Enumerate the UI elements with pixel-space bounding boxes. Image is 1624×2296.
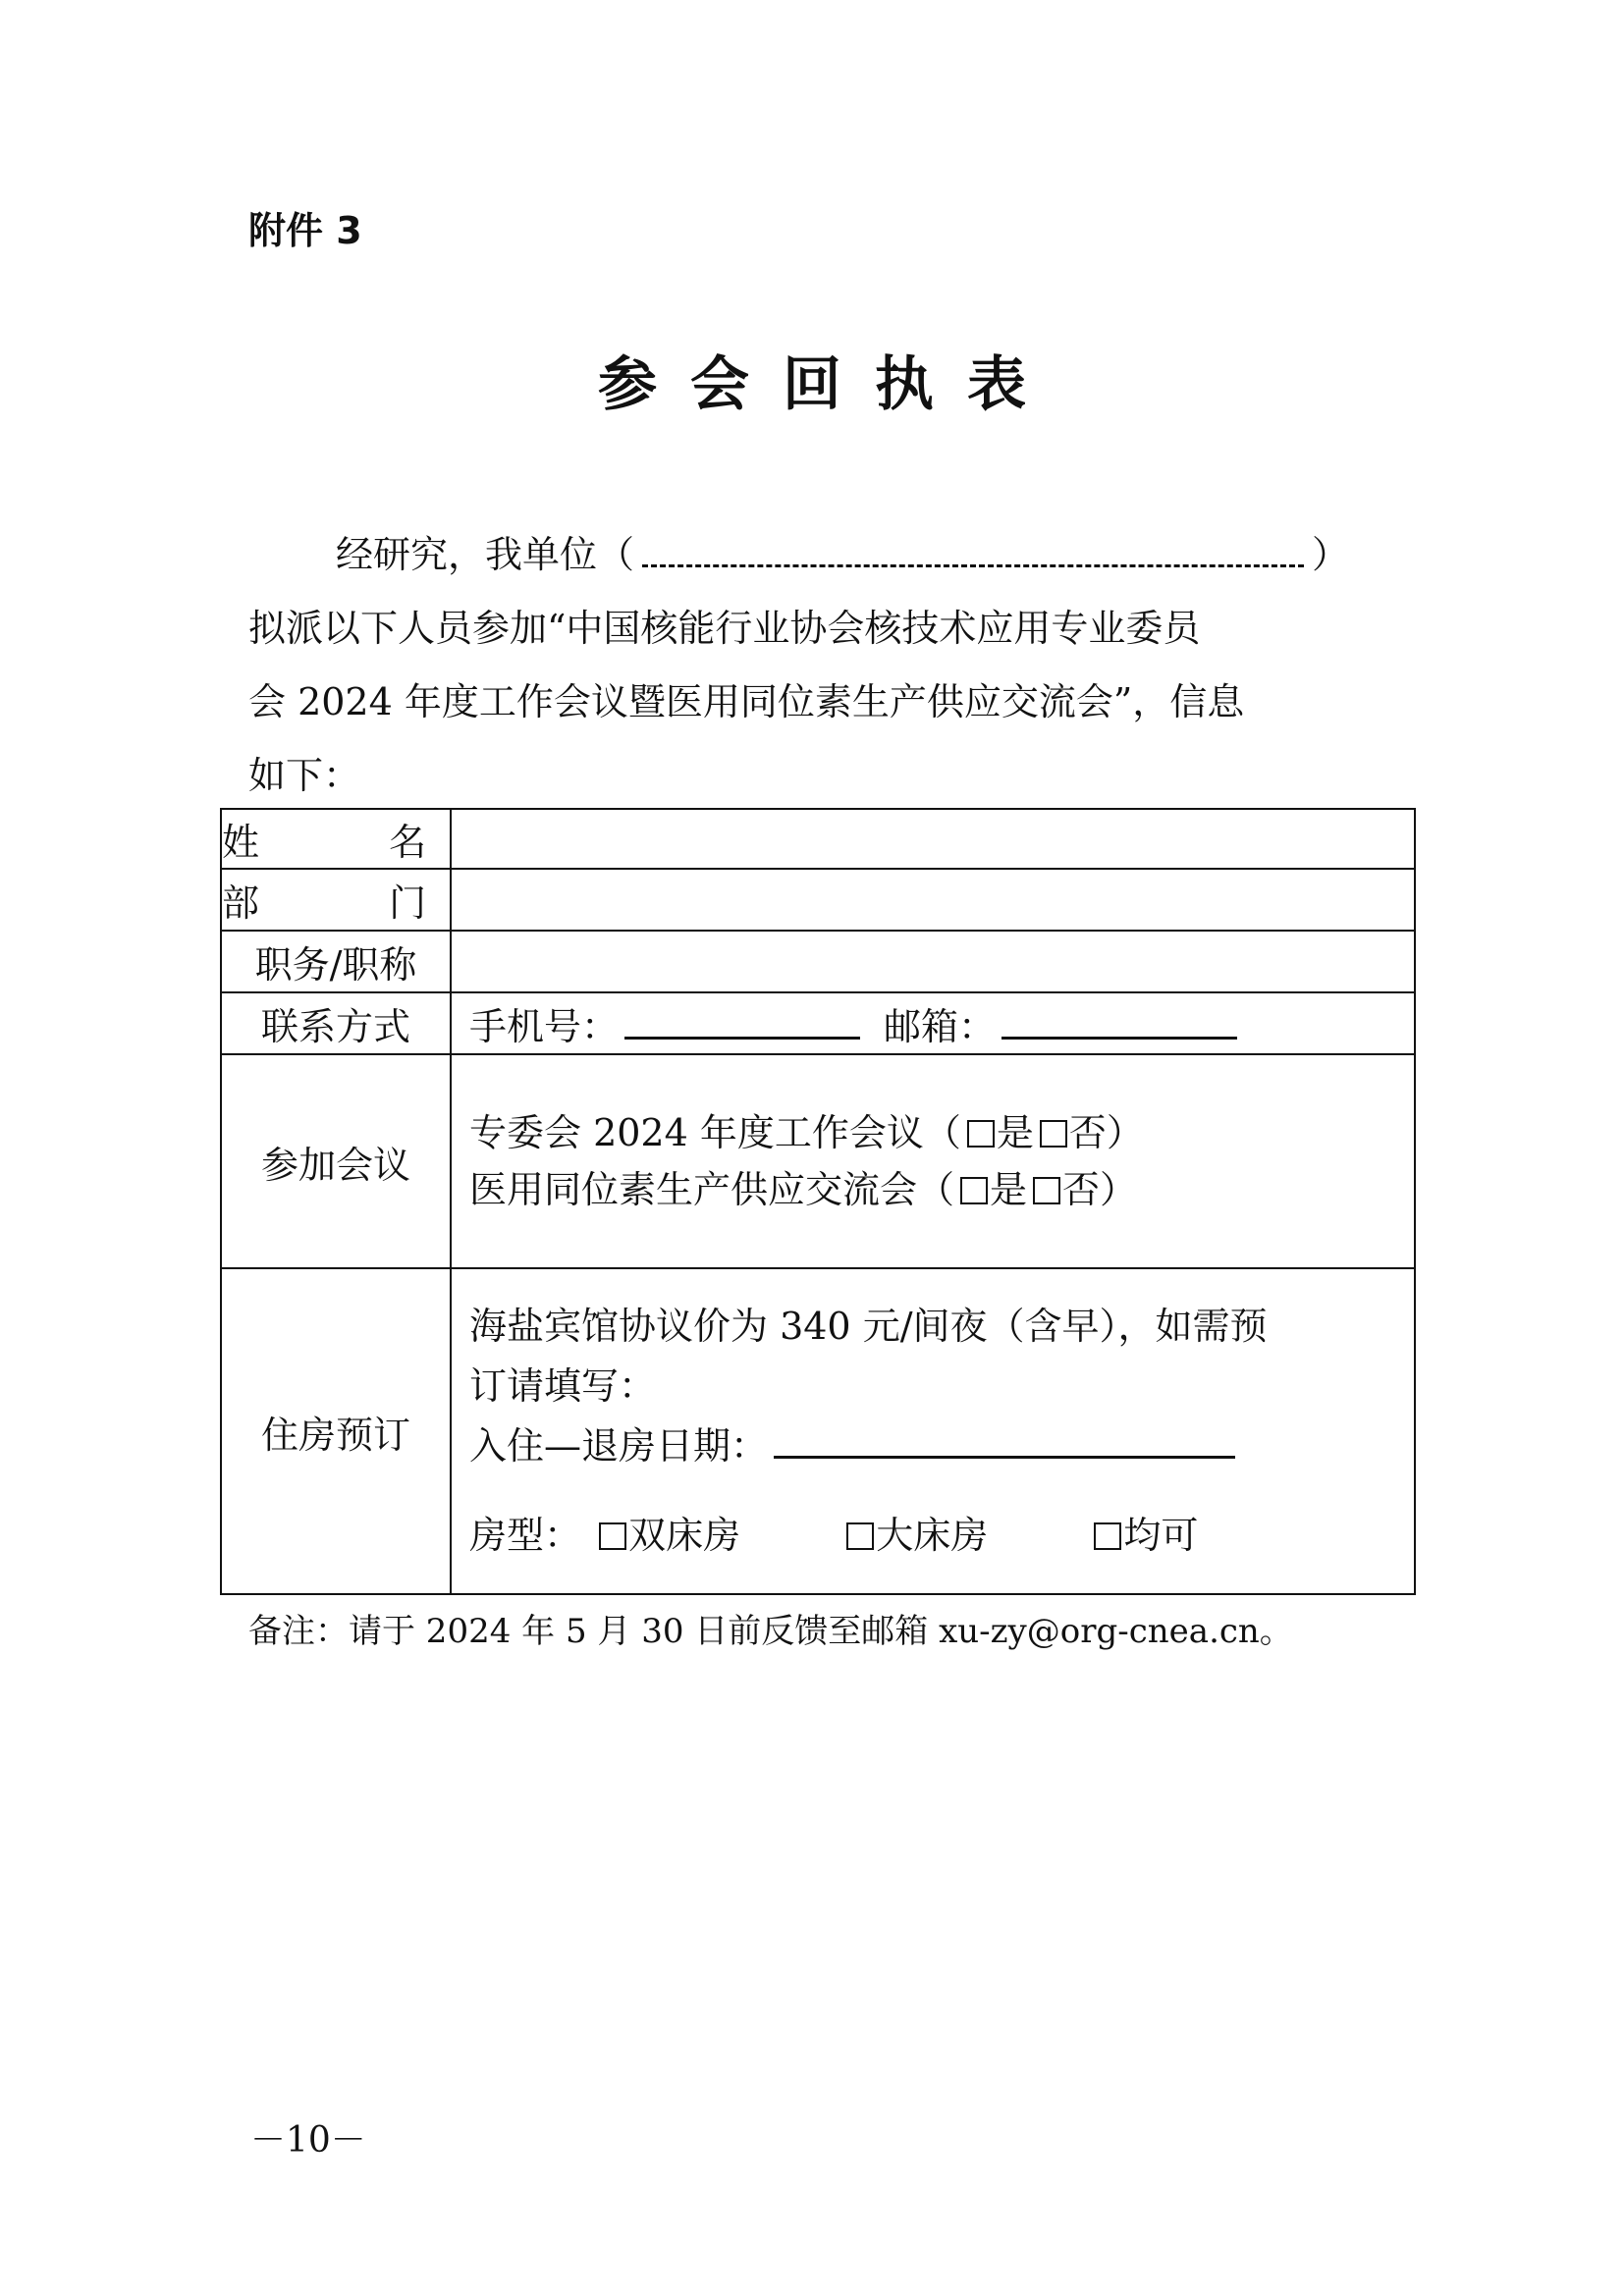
department-input[interactable] (451, 869, 1415, 931)
name-label: 姓 名 (221, 809, 451, 869)
meeting1-yes-checkbox[interactable] (967, 1120, 995, 1148)
contact-label: 联系方式 (221, 992, 451, 1054)
meeting-option-2: 医用同位素生产供应交流会（ 是 否） (469, 1168, 1138, 1211)
intro-line-4: 如下： (248, 754, 361, 797)
room-type-line (469, 1506, 1414, 1566)
stay-dates-label: 入住—退房日期： (469, 1424, 769, 1468)
department-label: 部 门 (221, 869, 451, 931)
meeting2-yes-checkbox[interactable] (960, 1177, 988, 1204)
meeting2-no-checkbox[interactable] (1033, 1177, 1060, 1204)
table-row (221, 869, 1415, 931)
contact-cell (451, 992, 1415, 1054)
room-option-king[interactable]: 大床房 (840, 1506, 988, 1566)
table-row (221, 1268, 1415, 1594)
email-label: 邮箱： (884, 1005, 997, 1048)
organization-field[interactable] (634, 538, 1312, 567)
intro-suffix: ） (1312, 533, 1350, 576)
either-room-checkbox[interactable] (1094, 1522, 1121, 1550)
page-number: －10－ (250, 2120, 366, 2161)
position-input[interactable] (451, 931, 1415, 992)
stay-dates-field[interactable] (774, 1424, 1235, 1459)
table-row (221, 992, 1415, 1054)
intro-line-1 (336, 530, 1475, 579)
twin-room-checkbox[interactable] (599, 1522, 626, 1550)
table-row (221, 1054, 1415, 1268)
lodging-cell (451, 1268, 1415, 1594)
attachment-label: 附件 3 (248, 209, 362, 252)
phone-label: 手机号： (469, 1005, 620, 1048)
room-option-either[interactable]: 均可 (1088, 1514, 1198, 1557)
lodging-price-line: 海盐宾馆协议价为 340 元/间夜（含早），如需预 (469, 1305, 1268, 1348)
footnote: 备注：请于 2024 年 5 月 30 日前反馈至邮箱 xu-zy@org-cnea.cn。 (248, 1612, 1293, 1651)
email-field[interactable] (1001, 1005, 1237, 1040)
room-type-label: 房型： (469, 1514, 582, 1557)
meeting1-no-checkbox[interactable] (1040, 1120, 1067, 1148)
meeting-option-1: 专委会 2024 年度工作会议（ 是 否） (469, 1111, 1144, 1154)
king-room-checkbox[interactable] (846, 1522, 874, 1550)
table-row (221, 809, 1415, 869)
document-title: 参会回执表 (598, 350, 1059, 419)
lodging-label: 住房预订 (221, 1268, 451, 1594)
name-input[interactable] (451, 809, 1415, 869)
lodging-instruction-line: 订请填写： (469, 1364, 657, 1408)
position-label: 职务/职称 (221, 931, 451, 992)
intro-line-2: 拟派以下人员参加“中国核能行业协会核技术应用专业委员 (248, 607, 1201, 650)
intro-prefix: 经研究，我单位（ (336, 533, 635, 576)
intro-line-3: 会 2024 年度工作会议暨医用同位素生产供应交流会”，信息 (248, 680, 1245, 723)
phone-field[interactable] (624, 1005, 860, 1040)
meeting-cell (451, 1054, 1415, 1268)
stay-dates-line (469, 1416, 1414, 1476)
meeting-label: 参加会议 (221, 1054, 451, 1268)
room-option-twin[interactable]: 双床房 (593, 1506, 740, 1566)
registration-form-table (220, 808, 1416, 1595)
table-row (221, 931, 1415, 992)
